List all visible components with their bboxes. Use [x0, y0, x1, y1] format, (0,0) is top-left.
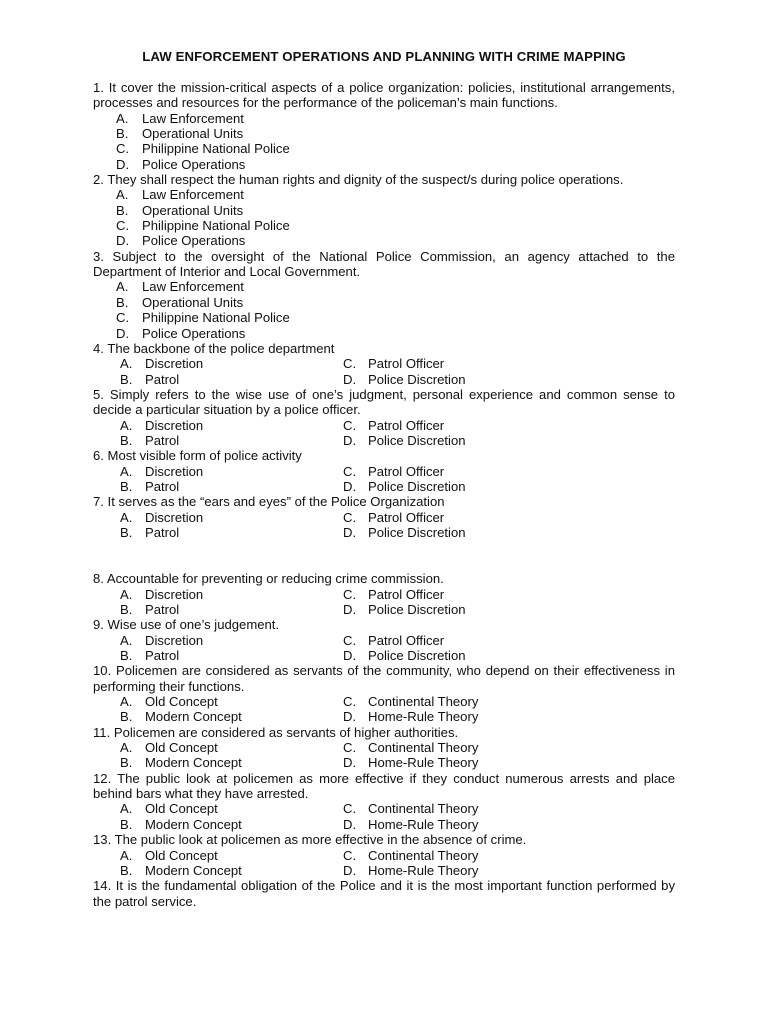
option-letter: B. — [116, 294, 129, 310]
option-text: Philippine National Police — [142, 218, 290, 234]
option-letter: B. — [120, 432, 133, 448]
answer-option-row — [93, 510, 675, 525]
answer-option-row — [93, 433, 675, 448]
question-text: 13. The public look at policemen as more effective in the absence of crime. — [93, 832, 527, 848]
option-letter: D. — [343, 755, 357, 771]
option-letter: C. — [343, 509, 357, 525]
answer-option — [93, 372, 343, 387]
answer-option-row — [93, 418, 675, 433]
option-letter: D. — [343, 648, 357, 664]
option-letter: A. — [120, 801, 133, 817]
answer-option — [343, 587, 444, 602]
option-letter: C. — [343, 356, 357, 372]
question-list — [93, 80, 675, 909]
answer-option — [343, 755, 478, 770]
option-letter: D. — [343, 371, 357, 387]
option-text: Patrol Officer — [368, 632, 445, 648]
option-text: Discretion — [145, 632, 204, 648]
option-letter: A. — [120, 847, 133, 863]
option-text: Patrol — [145, 371, 180, 387]
option-text: Modern Concept — [145, 816, 242, 832]
option-letter: B. — [116, 126, 129, 142]
answer-option — [93, 602, 343, 617]
answer-option — [93, 510, 343, 525]
question-text: 9. Wise use of one’s judgement. — [93, 617, 280, 633]
answer-option — [93, 203, 675, 218]
option-text: Police Discretion — [368, 648, 466, 664]
option-text: Patrol Officer — [368, 356, 445, 372]
answer-option-row — [93, 755, 675, 770]
answer-option — [343, 464, 444, 479]
option-text: Law Enforcement — [142, 187, 244, 203]
option-letter: D. — [343, 709, 357, 725]
option-letter: B. — [120, 862, 133, 878]
option-letter: A. — [116, 110, 129, 126]
option-text: Police Discretion — [368, 371, 466, 387]
answer-option — [93, 295, 675, 310]
question-text: 4. The backbone of the police department — [93, 340, 335, 356]
option-text: Operational Units — [142, 294, 244, 310]
option-letter: D. — [343, 478, 357, 494]
option-text: Modern Concept — [145, 755, 242, 771]
option-letter: C. — [116, 218, 130, 234]
option-letter: D. — [343, 524, 357, 540]
answer-option — [343, 848, 478, 863]
option-letter: B. — [120, 524, 133, 540]
answer-option — [93, 141, 675, 156]
question-item — [93, 878, 675, 909]
question-item — [93, 617, 675, 663]
option-text: Police Discretion — [368, 432, 466, 448]
option-text: Discretion — [145, 509, 204, 525]
document-title: LAW ENFORCEMENT OPERATIONS AND PLANNING WITH CRIME MAPPING — [142, 49, 626, 64]
option-text: Home-Rule Theory — [368, 862, 479, 878]
option-text: Patrol — [145, 432, 180, 448]
answer-option — [93, 740, 343, 755]
answer-option — [93, 709, 343, 724]
option-text: Police Discretion — [368, 524, 466, 540]
option-letter: A. — [120, 417, 133, 433]
option-letter: D. — [116, 233, 130, 249]
option-letter: A. — [120, 632, 133, 648]
option-text: Old Concept — [145, 694, 218, 710]
answer-option — [343, 801, 478, 816]
option-text: Patrol Officer — [368, 463, 445, 479]
question-text: 7. It serves as the “ears and eyes” of the Police Organization — [93, 494, 445, 510]
answer-option — [343, 372, 466, 387]
option-text: Continental Theory — [368, 801, 479, 817]
option-text: Discretion — [145, 417, 204, 433]
option-letter: B. — [120, 709, 133, 725]
option-text: Old Concept — [145, 847, 218, 863]
option-letter: D. — [116, 156, 130, 172]
option-text: Philippine National Police — [142, 141, 290, 157]
answer-option — [343, 709, 478, 724]
option-letter: C. — [343, 847, 357, 863]
option-text: Continental Theory — [368, 847, 479, 863]
answer-option — [93, 157, 675, 172]
answer-option — [343, 863, 478, 878]
option-letter: D. — [343, 432, 357, 448]
answer-option-row — [93, 356, 675, 371]
option-text: Police Operations — [142, 325, 246, 341]
answer-option-row — [93, 648, 675, 663]
question-item — [93, 80, 675, 172]
option-text: Patrol Officer — [368, 417, 445, 433]
option-letter: C. — [343, 740, 357, 756]
option-text: Police Operations — [142, 156, 246, 172]
question-text: 3. Subject to the oversight of the National Police Commission, an agency attached to the Department of Interior and Local Government. — [93, 248, 675, 280]
option-letter: B. — [120, 602, 133, 617]
option-letter: A. — [116, 187, 129, 203]
option-text: Operational Units — [142, 202, 244, 218]
answer-option — [93, 755, 343, 770]
answer-option — [93, 126, 675, 141]
option-letter: A. — [120, 356, 133, 372]
option-letter: D. — [343, 816, 357, 832]
question-item — [93, 448, 675, 494]
answer-option — [93, 801, 343, 816]
option-text: Discretion — [145, 356, 204, 372]
option-text: Patrol — [145, 648, 180, 664]
answer-option-row — [93, 709, 675, 724]
option-text: Old Concept — [145, 801, 218, 817]
question-text: 11. Policemen are considered as servants of higher authorities. — [93, 724, 459, 740]
option-text: Police Discretion — [368, 602, 466, 617]
answer-option-row — [93, 740, 675, 755]
answer-option — [93, 233, 675, 248]
answer-option — [343, 633, 444, 648]
option-letter: A. — [120, 463, 133, 479]
option-letter: D. — [116, 325, 130, 341]
answer-option — [93, 187, 675, 202]
answer-option — [343, 740, 478, 755]
answer-option-row — [93, 464, 675, 479]
option-text: Home-Rule Theory — [368, 816, 479, 832]
option-letter: B. — [116, 202, 129, 218]
option-letter: B. — [120, 816, 133, 832]
option-letter: B. — [120, 648, 133, 664]
answer-option — [343, 817, 478, 832]
question-item — [93, 172, 675, 249]
question-item — [93, 663, 675, 724]
answer-option — [93, 479, 343, 494]
answer-option — [93, 356, 343, 371]
option-text: Modern Concept — [145, 862, 242, 878]
question-item — [93, 249, 675, 341]
question-text: 5. Simply refers to the wise use of one’s judgment, personal experience and common sense to decide a particular situation by a police officer. — [93, 386, 675, 418]
question-item — [93, 771, 675, 832]
question-item — [93, 832, 675, 878]
option-text: Discretion — [145, 586, 204, 602]
option-letter: A. — [120, 740, 133, 756]
question-text: 12. The public look at policemen as more effective if they conduct numerous arrests and place behind bars what they have arrested. — [93, 770, 675, 802]
answer-option — [93, 525, 343, 540]
answer-option — [343, 602, 466, 617]
answer-option — [343, 648, 466, 663]
option-text: Police Discretion — [368, 478, 466, 494]
option-letter: C. — [343, 632, 357, 648]
option-letter: A. — [120, 586, 133, 602]
option-text: Continental Theory — [368, 740, 479, 756]
option-text: Patrol — [145, 524, 180, 540]
section-gap — [93, 540, 675, 571]
option-letter: A. — [116, 279, 129, 295]
option-letter: C. — [116, 141, 130, 157]
answer-option — [93, 633, 343, 648]
option-letter: A. — [120, 694, 133, 710]
option-text: Philippine National Police — [142, 310, 290, 326]
answer-option — [343, 356, 444, 371]
option-text: Law Enforcement — [142, 279, 244, 295]
answer-option — [93, 279, 675, 294]
question-item — [93, 725, 675, 771]
question-text: 2. They shall respect the human rights and dignity of the suspect/s during police operations. — [93, 172, 624, 188]
answer-option — [343, 525, 466, 540]
option-letter: C. — [343, 586, 357, 602]
answer-option — [93, 817, 343, 832]
question-item — [93, 494, 675, 540]
option-text: Home-Rule Theory — [368, 755, 479, 771]
answer-option — [93, 326, 675, 341]
option-letter: B. — [120, 371, 133, 387]
answer-option — [93, 433, 343, 448]
option-letter: C. — [343, 694, 357, 710]
option-text: Patrol — [145, 478, 180, 494]
option-letter: C. — [343, 801, 357, 817]
option-letter: C. — [116, 310, 130, 326]
answer-option-row — [93, 525, 675, 540]
answer-option-row — [93, 633, 675, 648]
answer-option — [93, 111, 675, 126]
option-letter: C. — [343, 463, 357, 479]
answer-option — [343, 479, 466, 494]
option-text: Police Operations — [142, 233, 246, 249]
answer-option-row — [93, 587, 675, 602]
question-item — [93, 387, 675, 448]
answer-option-row — [93, 372, 675, 387]
option-letter: A. — [120, 509, 133, 525]
answer-option-row — [93, 479, 675, 494]
option-text: Law Enforcement — [142, 110, 244, 126]
answer-option — [343, 510, 444, 525]
answer-option — [93, 848, 343, 863]
answer-option — [93, 464, 343, 479]
answer-option-row — [93, 694, 675, 709]
answer-option — [93, 218, 675, 233]
answer-option — [343, 694, 478, 709]
option-letter: C. — [343, 417, 357, 433]
answer-option — [93, 587, 343, 602]
answer-option — [93, 863, 343, 878]
option-text: Continental Theory — [368, 694, 479, 710]
answer-option — [93, 418, 343, 433]
answer-option — [343, 418, 444, 433]
option-text: Patrol — [145, 602, 180, 617]
answer-option-row — [93, 801, 675, 816]
answer-option — [93, 648, 343, 663]
option-letter: D. — [343, 602, 357, 617]
option-text: Patrol Officer — [368, 509, 445, 525]
question-text: 10. Policemen are considered as servants of the community, who depend on their effectiveness in performing their functions. — [93, 663, 675, 694]
option-text: Modern Concept — [145, 709, 242, 725]
question-text: 8. Accountable for preventing or reducing crime commission. — [93, 571, 444, 587]
answer-option-row — [93, 863, 675, 878]
option-text: Patrol Officer — [368, 586, 445, 602]
answer-option-row — [93, 848, 675, 863]
option-text: Old Concept — [145, 740, 218, 756]
option-text: Discretion — [145, 463, 204, 479]
answer-option-row — [93, 602, 675, 617]
option-letter: B. — [120, 478, 133, 494]
question-text: 1. It cover the mission-critical aspects of a police organization: policies, institutional arrangements, processes and resources for the performance of the policeman’s main functions. — [93, 80, 675, 111]
question-text: 14. It is the fundamental obligation of the Police and it is the most important function performed by the patrol service. — [93, 878, 675, 909]
question-text: 6. Most visible form of police activity — [93, 448, 302, 464]
answer-option — [93, 310, 675, 325]
option-text: Operational Units — [142, 126, 244, 142]
answer-option — [93, 694, 343, 709]
option-text: Home-Rule Theory — [368, 709, 479, 725]
question-item — [93, 341, 675, 387]
option-letter: B. — [120, 755, 133, 771]
option-letter: D. — [343, 862, 357, 878]
question-item — [93, 571, 675, 617]
answer-option — [343, 433, 466, 448]
answer-option-row — [93, 817, 675, 832]
